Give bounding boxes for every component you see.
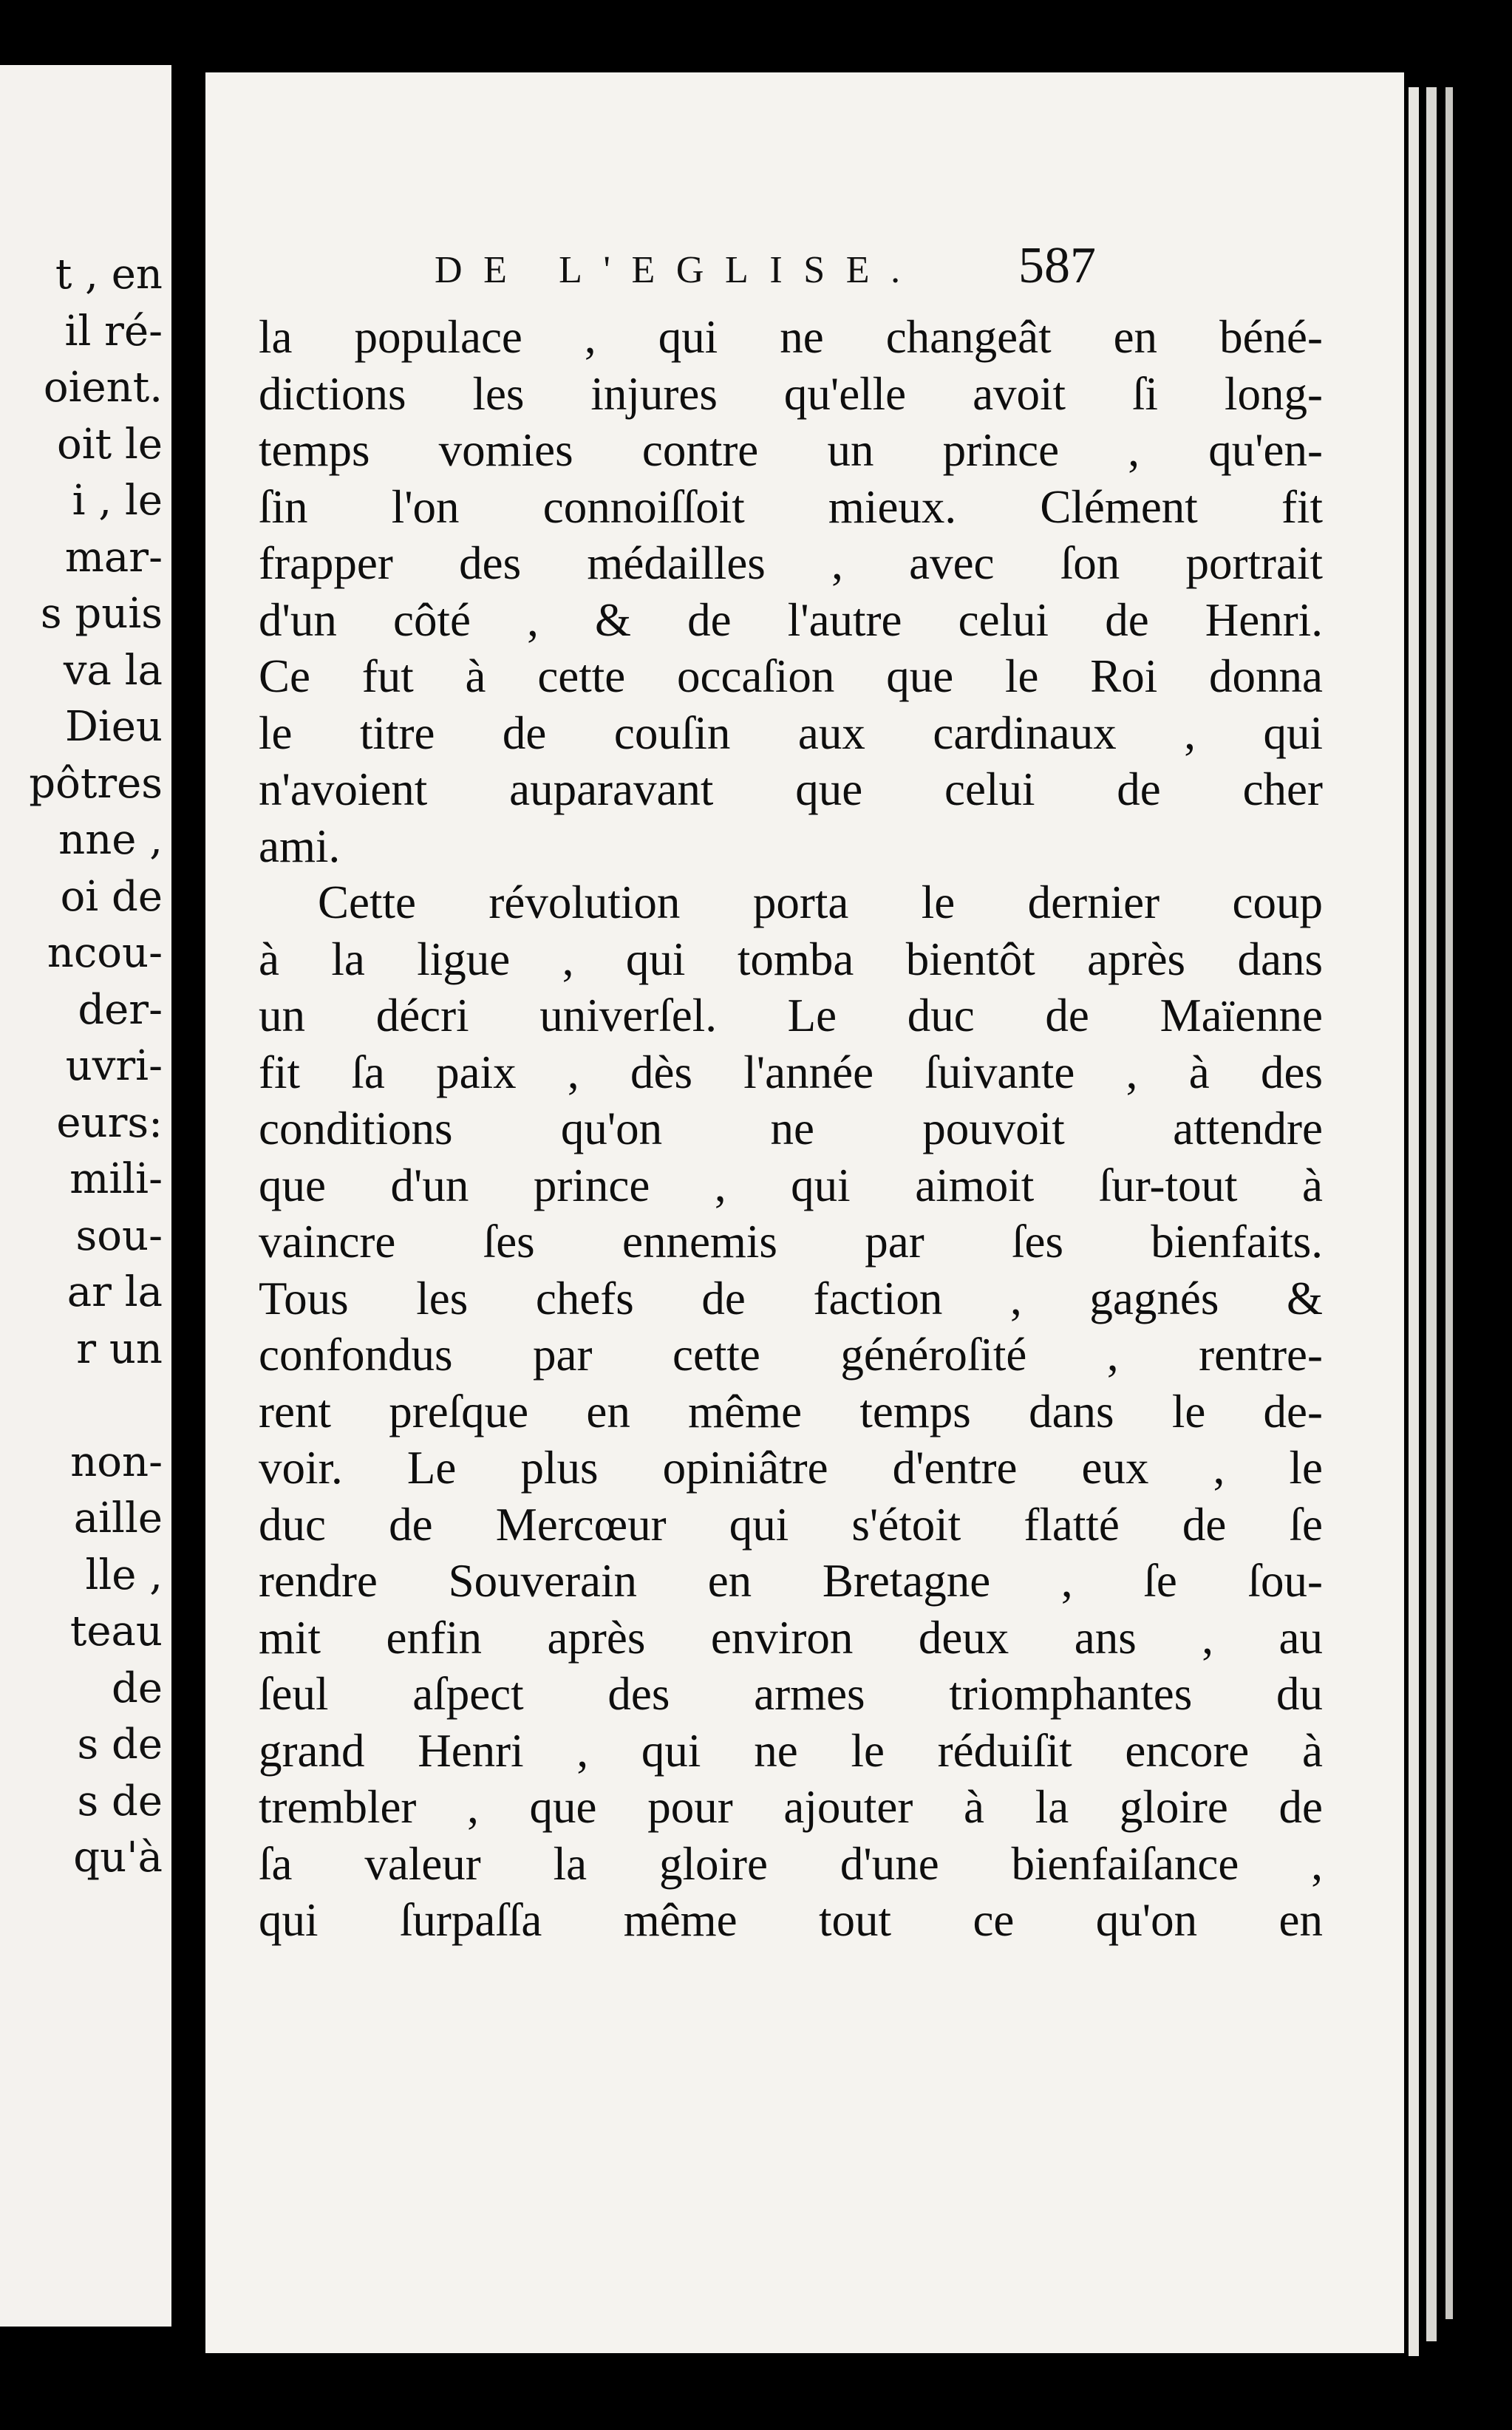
text-line: la populace , qui ne changeât en béné-	[259, 311, 1323, 363]
previous-page-line: il ré-	[64, 307, 163, 355]
text-line: ami.	[259, 820, 341, 872]
previous-page-line: de	[112, 1664, 163, 1712]
text-line: temps vomies contre un prince , qu'en-	[259, 424, 1323, 476]
previous-page-line: s de	[77, 1777, 163, 1825]
text-line: grand Henri , qui ne le réduiſit encore à	[259, 1724, 1323, 1777]
previous-page-line: r un	[76, 1324, 163, 1373]
text-line: duc de Mercœur qui s'étoit flatté de ſe	[259, 1498, 1323, 1551]
text-line: mit enfin après environ deux ans , au	[259, 1611, 1323, 1664]
text-line: n'avoient auparavant que celui de cher	[259, 763, 1323, 815]
previous-page-line: ar la	[67, 1268, 163, 1316]
text-line: confondus par cette généroſité , rentre-	[259, 1329, 1323, 1381]
page-edge	[1409, 87, 1419, 2356]
text-line: conditions qu'on ne pouvoit attendre	[259, 1103, 1323, 1154]
previous-page-line: uvri-	[65, 1042, 163, 1090]
text-line: dictions les injures qu'elle avoit ſi long-	[259, 367, 1323, 420]
current-page	[205, 72, 1404, 2353]
page-edge	[1426, 87, 1437, 2341]
text-line: ſin l'on connoiſſoit mieux. Clément fit	[259, 480, 1323, 533]
text-line: frapper des médailles , avec ſon portrait	[259, 537, 1323, 589]
previous-page-line: non-	[70, 1437, 163, 1486]
previous-page-line: Dieu	[64, 703, 163, 751]
page-number: 587	[1018, 237, 1096, 294]
text-line: ſa valeur la gloire d'une bienfaiſance ,	[259, 1837, 1323, 1890]
text-line: qui ſurpaſſa même tout ce qu'on en	[259, 1894, 1323, 1946]
text-line: trembler , que pour ajouter à la gloire de	[259, 1781, 1323, 1833]
text-line: rendre Souverain en Bretagne , ſe ſou-	[259, 1555, 1323, 1607]
previous-page-line: sou-	[75, 1211, 163, 1260]
text-line: ſeul aſpect des armes triomphantes du	[259, 1668, 1323, 1720]
previous-page-line: mar-	[64, 533, 163, 582]
previous-page-line: der-	[78, 985, 163, 1034]
previous-page-line: i , le	[72, 477, 163, 525]
previous-page-fragment	[0, 65, 171, 2327]
previous-page-line: teau	[69, 1607, 163, 1655]
text-line: un décri univerſel. Le duc de Maïenne	[259, 990, 1323, 1041]
page-edge	[1445, 87, 1453, 2319]
previous-page-line: lle ,	[85, 1551, 163, 1599]
text-line: à la ligue , qui tomba bientôt après dans	[259, 933, 1323, 985]
text-line: d'un côté , & de l'autre celui de Henri.	[259, 593, 1323, 646]
previous-page-line: ncou-	[47, 929, 163, 977]
previous-page-line: nne ,	[58, 816, 163, 864]
paragraph-2	[259, 874, 1323, 1949]
previous-page-line: pôtres	[29, 759, 163, 808]
text-line: que d'un prince , qui aimoit ſur-tout à	[259, 1159, 1323, 1211]
text-line: rent preſque en même temps dans le de-	[259, 1385, 1323, 1437]
previous-page-line: t , en	[55, 251, 163, 299]
text-line: le titre de couſin aux cardinaux , qui	[259, 707, 1323, 759]
previous-page-line: oient.	[43, 364, 163, 412]
previous-page-line: s de	[77, 1721, 163, 1769]
previous-page-line: oit le	[57, 420, 163, 469]
text-line: Ce fut à cette occaſion que le Roi donna	[259, 650, 1323, 702]
previous-page-line: qu'à	[73, 1834, 163, 1882]
previous-page-line: oi de	[60, 872, 163, 921]
previous-page-line: s puis	[40, 590, 163, 638]
book-gutter	[171, 0, 205, 2430]
previous-page-line: mili-	[69, 1155, 163, 1203]
text-line: fit ſa paix , dès l'année ſuivante , à des	[259, 1046, 1323, 1098]
previous-page-line: va la	[63, 646, 163, 695]
text-line: Tous les chefs de faction , gagnés &	[259, 1272, 1323, 1324]
body-text	[259, 309, 1323, 1949]
text-line: Cette révolution porta le dernier coup	[318, 877, 1323, 928]
previous-page-line: aille	[73, 1494, 163, 1542]
paragraph-1	[259, 309, 1323, 874]
previous-page-line: eurs:	[56, 1098, 163, 1147]
running-head: DE L'EGLISE.	[435, 249, 922, 291]
text-line: voir. Le plus opiniâtre d'entre eux , le	[259, 1442, 1323, 1494]
text-line: vaincre ſes ennemis par ſes bienfaits.	[259, 1216, 1323, 1267]
